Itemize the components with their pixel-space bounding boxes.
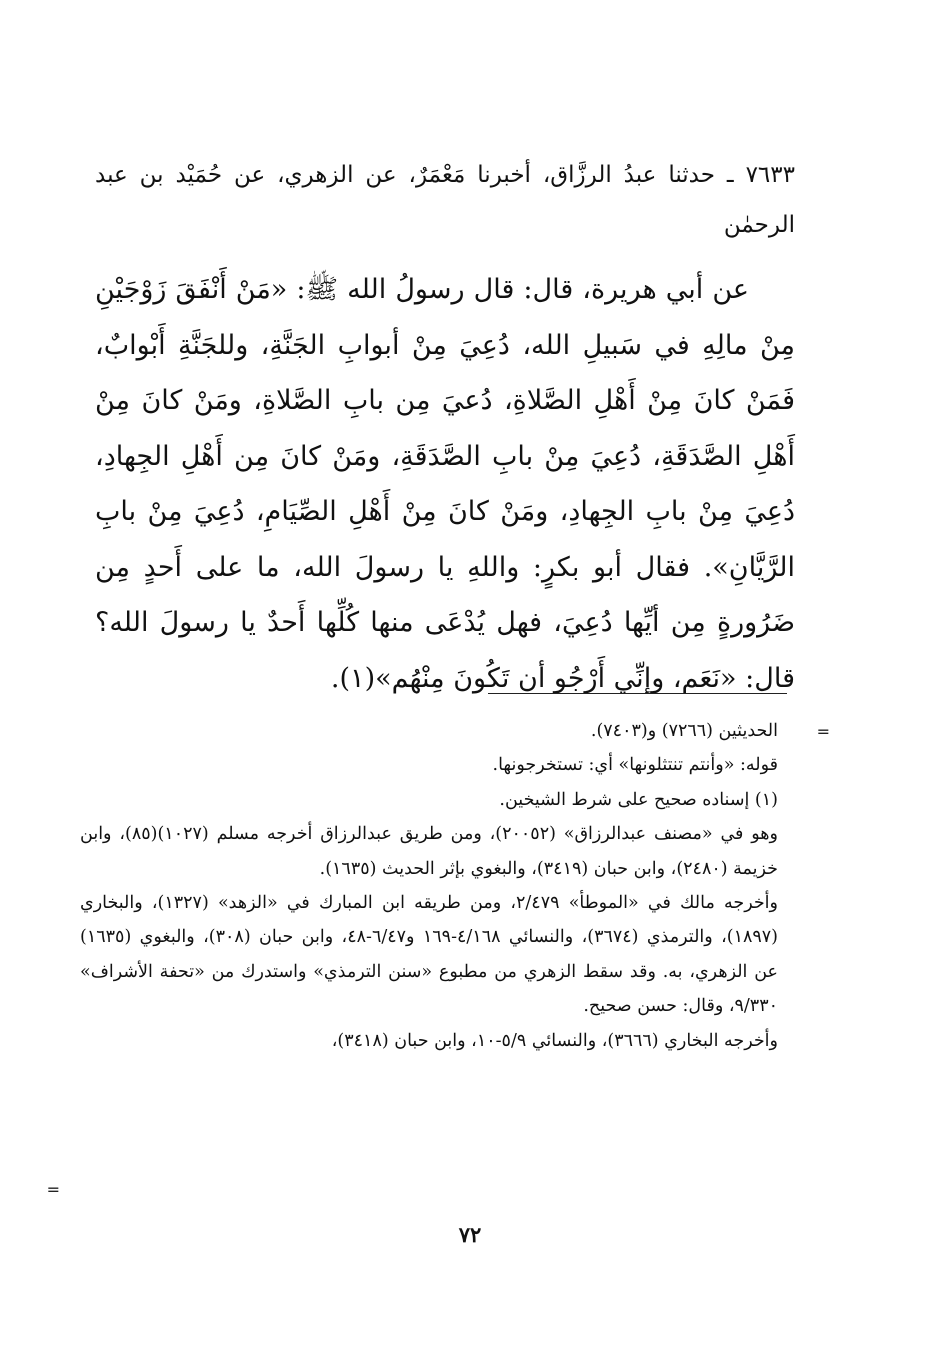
footnote-paragraph: وأخرجه البخاري (٣٦٦٦)، والنسائي ٥/٩-١٠، وابن حبان (٣٤١٨)، [331, 1030, 778, 1051]
hadith-chain: ٧٦٣٣ ـ حدثنا عبدُ الرزَّاق، أخبرنا مَعْمَرٌ، عن الزهري، عن حُمَيْد بن عبد الرحمٰن [95, 162, 795, 238]
hadith-text-block [95, 262, 795, 706]
footnote-line: قوله: «وأنتم تنتثلونها» أي: تستخرجونها. [492, 755, 778, 776]
hadith-chain-block [95, 150, 795, 250]
page-number: ٧٢ [458, 1222, 482, 1247]
footnote-paragraph: وهو في «مصنف عبدالرزاق» (٢٠٠٥٢)، ومن طريق عبدالرزاق أخرجه مسلم (١٠٢٧)(٨٥)، وابن خزيمة (٢٤٨٠)، وابن حبان (٣٤١٩)، والبغوي بإثر الحديث (١٦٣٥). [80, 824, 778, 879]
footnote-continued-from-mark: = [816, 722, 830, 741]
footnotes [80, 714, 808, 1058]
hadith-text: عن أبي هريرة، قال: قال رسولُ الله ﷺ: «مَنْ أَنْفَقَ زَوْجَيْنِ مِنْ مالِهِ في سَبيلِ الله، دُعِيَ مِنْ أبوابِ الجَنَّةِ، وللجَنَّةِ أَبْوابٌ، فَمَنْ كانَ مِنْ أَهْلِ الصَّلاةِ، دُعيَ مِن بابِ الصَّلاةِ، ومَنْ كانَ مِنْ أَهْلِ الصَّدَقَةِ، دُعِيَ مِنْ بابِ الصَّدَقَةِ، ومَنْ كانَ مِن أَهْلِ الجِهادِ، دُعِيَ مِنْ بابِ الجِهادِ، ومَنْ كانَ مِنْ أَهْلِ الصِّيَامِ، دُعِيَ مِنْ بابِ الرَّيَّانِ». فقال أبو بكرٍ: واللهِ يا رسولَ الله، ما على أَحدٍ مِن ضَرُورةٍ مِن أيِّها دُعِيَ، فهل يُدْعَى منها كُلِّها أَحدٌ يا رسولَ الله؟ قال: «نَعَم، وإنِّي أَرْجُو أن تَكُونَ مِنْهُم»(١). [95, 274, 795, 694]
footnote-line: الحديثين (٧٢٦٦) و(٧٤٠٣). [590, 721, 778, 741]
footnote-line: (١) إسناده صحيح على شرط الشيخين. [499, 789, 778, 810]
footnote-continues-mark: = [46, 1180, 60, 1199]
footnote-separator [488, 693, 787, 694]
footnote-paragraph: وأخرجه مالك في «الموطأ» ٢/٤٧٩، ومن طريقه ابن المبارك في «الزهد» (١٣٢٧)، والبخاري (١٨٩٧)، والترمذي (٣٦٧٤)، والنسائي ٤/١٦٨-١٦٩ و٦/٤٧-٤٨، وابن حبان (٣٠٨)، والبغوي (١٦٣٥) عن الزهري، به. وقد سقط الزهري من مطبوع «سنن الترمذي» واستدرك من «تحفة الأشراف» ٩/٣٣٠، وقال: حسن صحيح. [80, 893, 778, 1017]
